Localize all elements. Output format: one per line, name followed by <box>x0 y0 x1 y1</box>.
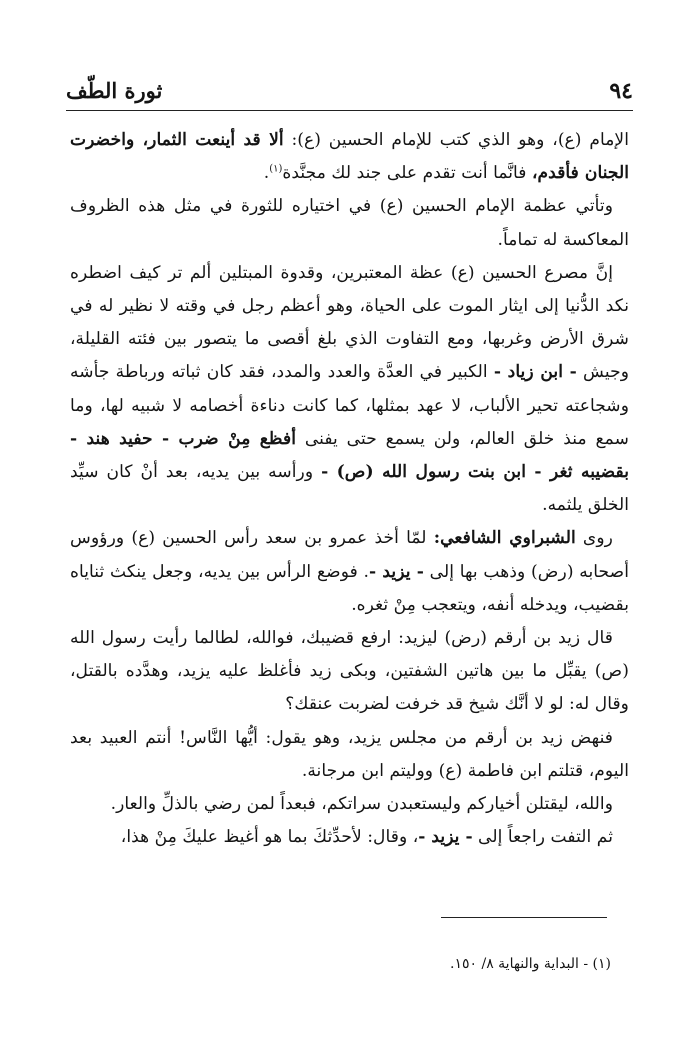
p4-text: روى <box>575 528 613 549</box>
paragraph-6: فنهض زيد بن أرقم من مجلس يزيد، وهو يقول: أيُّها النَّاس! أنتم العبيد بعد اليوم، قتلتم ابن فاطمة (ع) ووليتم ابن مرجانة. <box>70 727 629 781</box>
body-text <box>70 124 629 854</box>
footnote-rule <box>441 917 607 918</box>
paragraph-4 <box>70 522 629 622</box>
footnote: (١) - البداية والنهاية ٨/ ١٥٠. <box>450 956 611 972</box>
header-rule <box>66 110 633 111</box>
p3-text: إنَّ مصرع الحسين (ع) عظة المعتبرين، وقدوة المبتلين ألم تر كيف اضطره نكد الدُّنيا إلى ايثار الموت على الحياة، وهو أعظم رجل في وقته لا نظير له في شرق الأرض وغربها، ومع التفاوت الذي بلغ أقصى ما يتصور بين فئته القليلة، وجيش <box>70 262 629 383</box>
paragraph-8 <box>70 821 629 854</box>
p3-bold-phrase: أفظع مِنْ ضرب - حفيد هند - بقضيبه ثغر - ابن بنت رسول الله (ص) - <box>70 428 629 483</box>
p4-bold-source: الشبراوي الشافعي: <box>433 528 576 549</box>
paragraph-1 <box>70 124 629 190</box>
p1-bold-quote: ألا قد أينعت الثمار، واخضرت الجنان فأقدم، <box>70 130 629 184</box>
p1-end: . <box>263 163 270 184</box>
paragraph-2: وتأتي عظمة الإمام الحسين (ع) في اختياره للثورة في مثل هذه الظروف المعاكسة له تماماً. <box>70 196 629 250</box>
p3-bold-name: - ابن زياد - <box>493 362 577 383</box>
paragraph-5: قال زيد بن أرقم (رض) ليزيد: ارفع قضيبك، فوالله، لطالما رأيت رسول الله (ص) يقبِّل ما بين هاتين الشفتين، وبكى زيد فأغلظ عليه يزيد، وهدَّده بالقتل، وقال له: لو لا أنَّك شيخ قد خرفت لضربت عنقك؟ <box>70 628 629 715</box>
paragraph-3 <box>70 257 629 523</box>
p3-text-3: ورأسه بين يديه، بعد أنْ كان سيِّد الخلق يلثمه. <box>70 462 629 516</box>
running-title: ثورة الطّف <box>66 78 163 103</box>
p3-text-2: الكبير في العدَّة والعدد والمدد، فقد كان ثباته ورباطة جأشه وشجاعته تحير الألباب، لا عهد بمثلها، كما كانت دناءة أخصامه لا شبيه لها، وما سمع منذ خلق العالم، ولن يسمع حتى يفنى <box>70 362 629 449</box>
page-header <box>66 78 633 108</box>
p8-bold-name: - يزيد - <box>418 827 473 848</box>
p8-text-2: ، وقال: لأحدِّثكَ بما هو أغيظ عليكَ مِنْ هذا، <box>120 827 419 848</box>
paragraph-7: والله، ليقتلن أخياركم وليستعبدن سراتكم، فبعداً لمن رضي بالذلِّ والعار. <box>110 794 613 815</box>
page-number: ٩٤ <box>609 78 633 104</box>
p4-text-2: لمّا أخذ عمرو بن سعد رأس الحسين (ع) ورؤوس أصحابه (رض) وذهب بها إلى <box>70 528 629 582</box>
footnote-marker[interactable]: (١) <box>269 163 283 175</box>
p4-text-3: . فوضع الرأس بين يديه، وجعل ينكث ثناياه بقضيب، ويدخله أنفه، ويتعجب مِنْ ثغره. <box>70 561 629 615</box>
p1-text: الإمام (ع)، وهو الذي كتب للإمام الحسين (ع): <box>283 130 629 150</box>
p1-text-2: فانَّما أنت تقدم على جند لك مجنَّدة <box>282 163 532 184</box>
p4-bold-name: - يزيد - <box>369 561 424 582</box>
p8-text: ثم التفت راجعاً إلى <box>472 827 613 848</box>
